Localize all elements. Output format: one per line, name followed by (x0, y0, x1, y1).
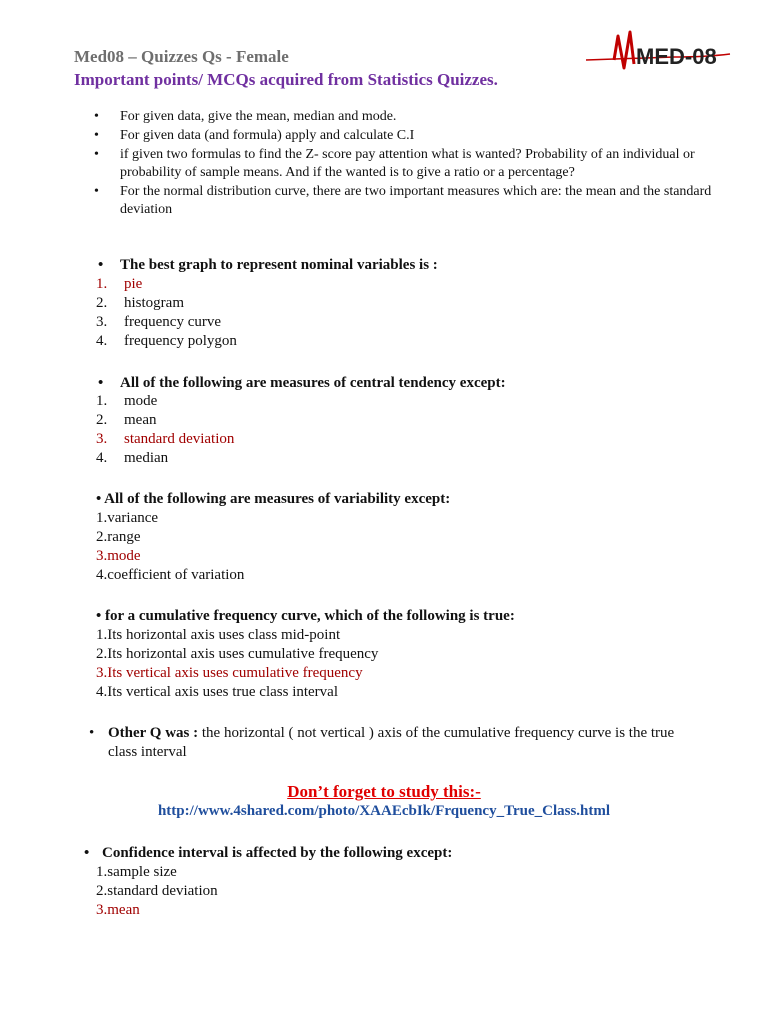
answer-option-correct: 3. standard deviation (96, 431, 235, 447)
answer-option: 4. median (96, 450, 169, 466)
question-3 (96, 490, 716, 585)
study-link[interactable]: http://www.4shared.com/photo/XAAEcbIk/Frquency_True_Class.html (157, 803, 611, 819)
option-number: 1. (96, 393, 108, 409)
answer-option: 1. mode (96, 393, 158, 409)
key-points-list (92, 108, 712, 220)
question-stem: • All of the following are measures of variability except: (96, 491, 451, 507)
key-point: • For given data, give the mean, median and mode. (92, 108, 712, 126)
question-stem: • All of the following are measures of central tendency except: (92, 374, 712, 393)
option-number: 3. (96, 314, 108, 330)
question-2 (92, 374, 712, 393)
key-point: • if given two formulas to find the Z- score pay attention what is wanted? Probability of an individual or probability of sample means. And if the wanted is to give a ratio or a percentage? (92, 146, 712, 182)
answer-option: 2.range (96, 529, 141, 545)
answer-option: 2. mean (96, 412, 157, 428)
option-number: 2. (96, 295, 108, 311)
question-1-options (96, 275, 696, 351)
option-number: 2. (96, 412, 108, 428)
answer-option: 1.variance (96, 510, 159, 526)
option-number: 3. (96, 431, 108, 447)
answer-option: 2.Its horizontal axis uses cumulative frequency (96, 646, 379, 662)
answer-option: 3. frequency curve (96, 314, 222, 330)
key-point: • For the normal distribution curve, there are two important measures which are: the mean and the standard deviation (92, 183, 712, 219)
answer-option: 1.Its horizontal axis uses class mid-point (96, 627, 341, 643)
answer-option: 4.coefficient of variation (96, 567, 245, 583)
answer-option-correct: 3.mode (96, 548, 141, 564)
logo-text: MED-08 (636, 44, 717, 69)
answer-option: 1.sample size (96, 864, 177, 880)
bullet: • (84, 845, 90, 861)
answer-option: 2.standard deviation (96, 883, 218, 899)
question-stem: • Confidence interval is affected by the following except: (84, 845, 453, 861)
answer-option: 4.Its vertical axis uses true class interval (96, 684, 339, 700)
document-subtitle: Important points/ MCQs acquired from Statistics Quizzes. (74, 70, 498, 89)
question-1 (92, 256, 712, 275)
answer-option-correct: 1. pie (96, 276, 143, 292)
option-number: 4. (96, 333, 108, 349)
question-stem: • The best graph to represent nominal variables is : (92, 256, 712, 275)
bullet: • (89, 725, 95, 741)
other-question-text: the horizontal ( not vertical ) axis of the cumulative frequency curve is the true class interval (108, 725, 675, 760)
option-number: 4. (96, 450, 108, 466)
answer-option: 4. frequency polygon (96, 333, 237, 349)
question-4 (96, 607, 716, 702)
key-point: • For given data (and formula) apply and calculate C.I (92, 127, 712, 145)
study-reminder: Don’t forget to study this:- (287, 782, 481, 801)
document-title: Med08 – Quizzes Qs - Female (74, 47, 289, 66)
med08-logo (584, 24, 732, 86)
other-question-label: Other Q was : (108, 725, 199, 741)
answer-option-correct: 3.Its vertical axis uses cumulative frequency (96, 665, 363, 681)
answer-option: 2. histogram (96, 295, 184, 311)
question-5 (84, 844, 704, 920)
answer-option-correct: 3.mean (96, 902, 140, 918)
other-question-note (84, 724, 704, 762)
question-stem: • for a cumulative frequency curve, which of the following is true: (96, 608, 515, 624)
question-2-options (96, 392, 696, 468)
option-number: 1. (96, 276, 108, 292)
